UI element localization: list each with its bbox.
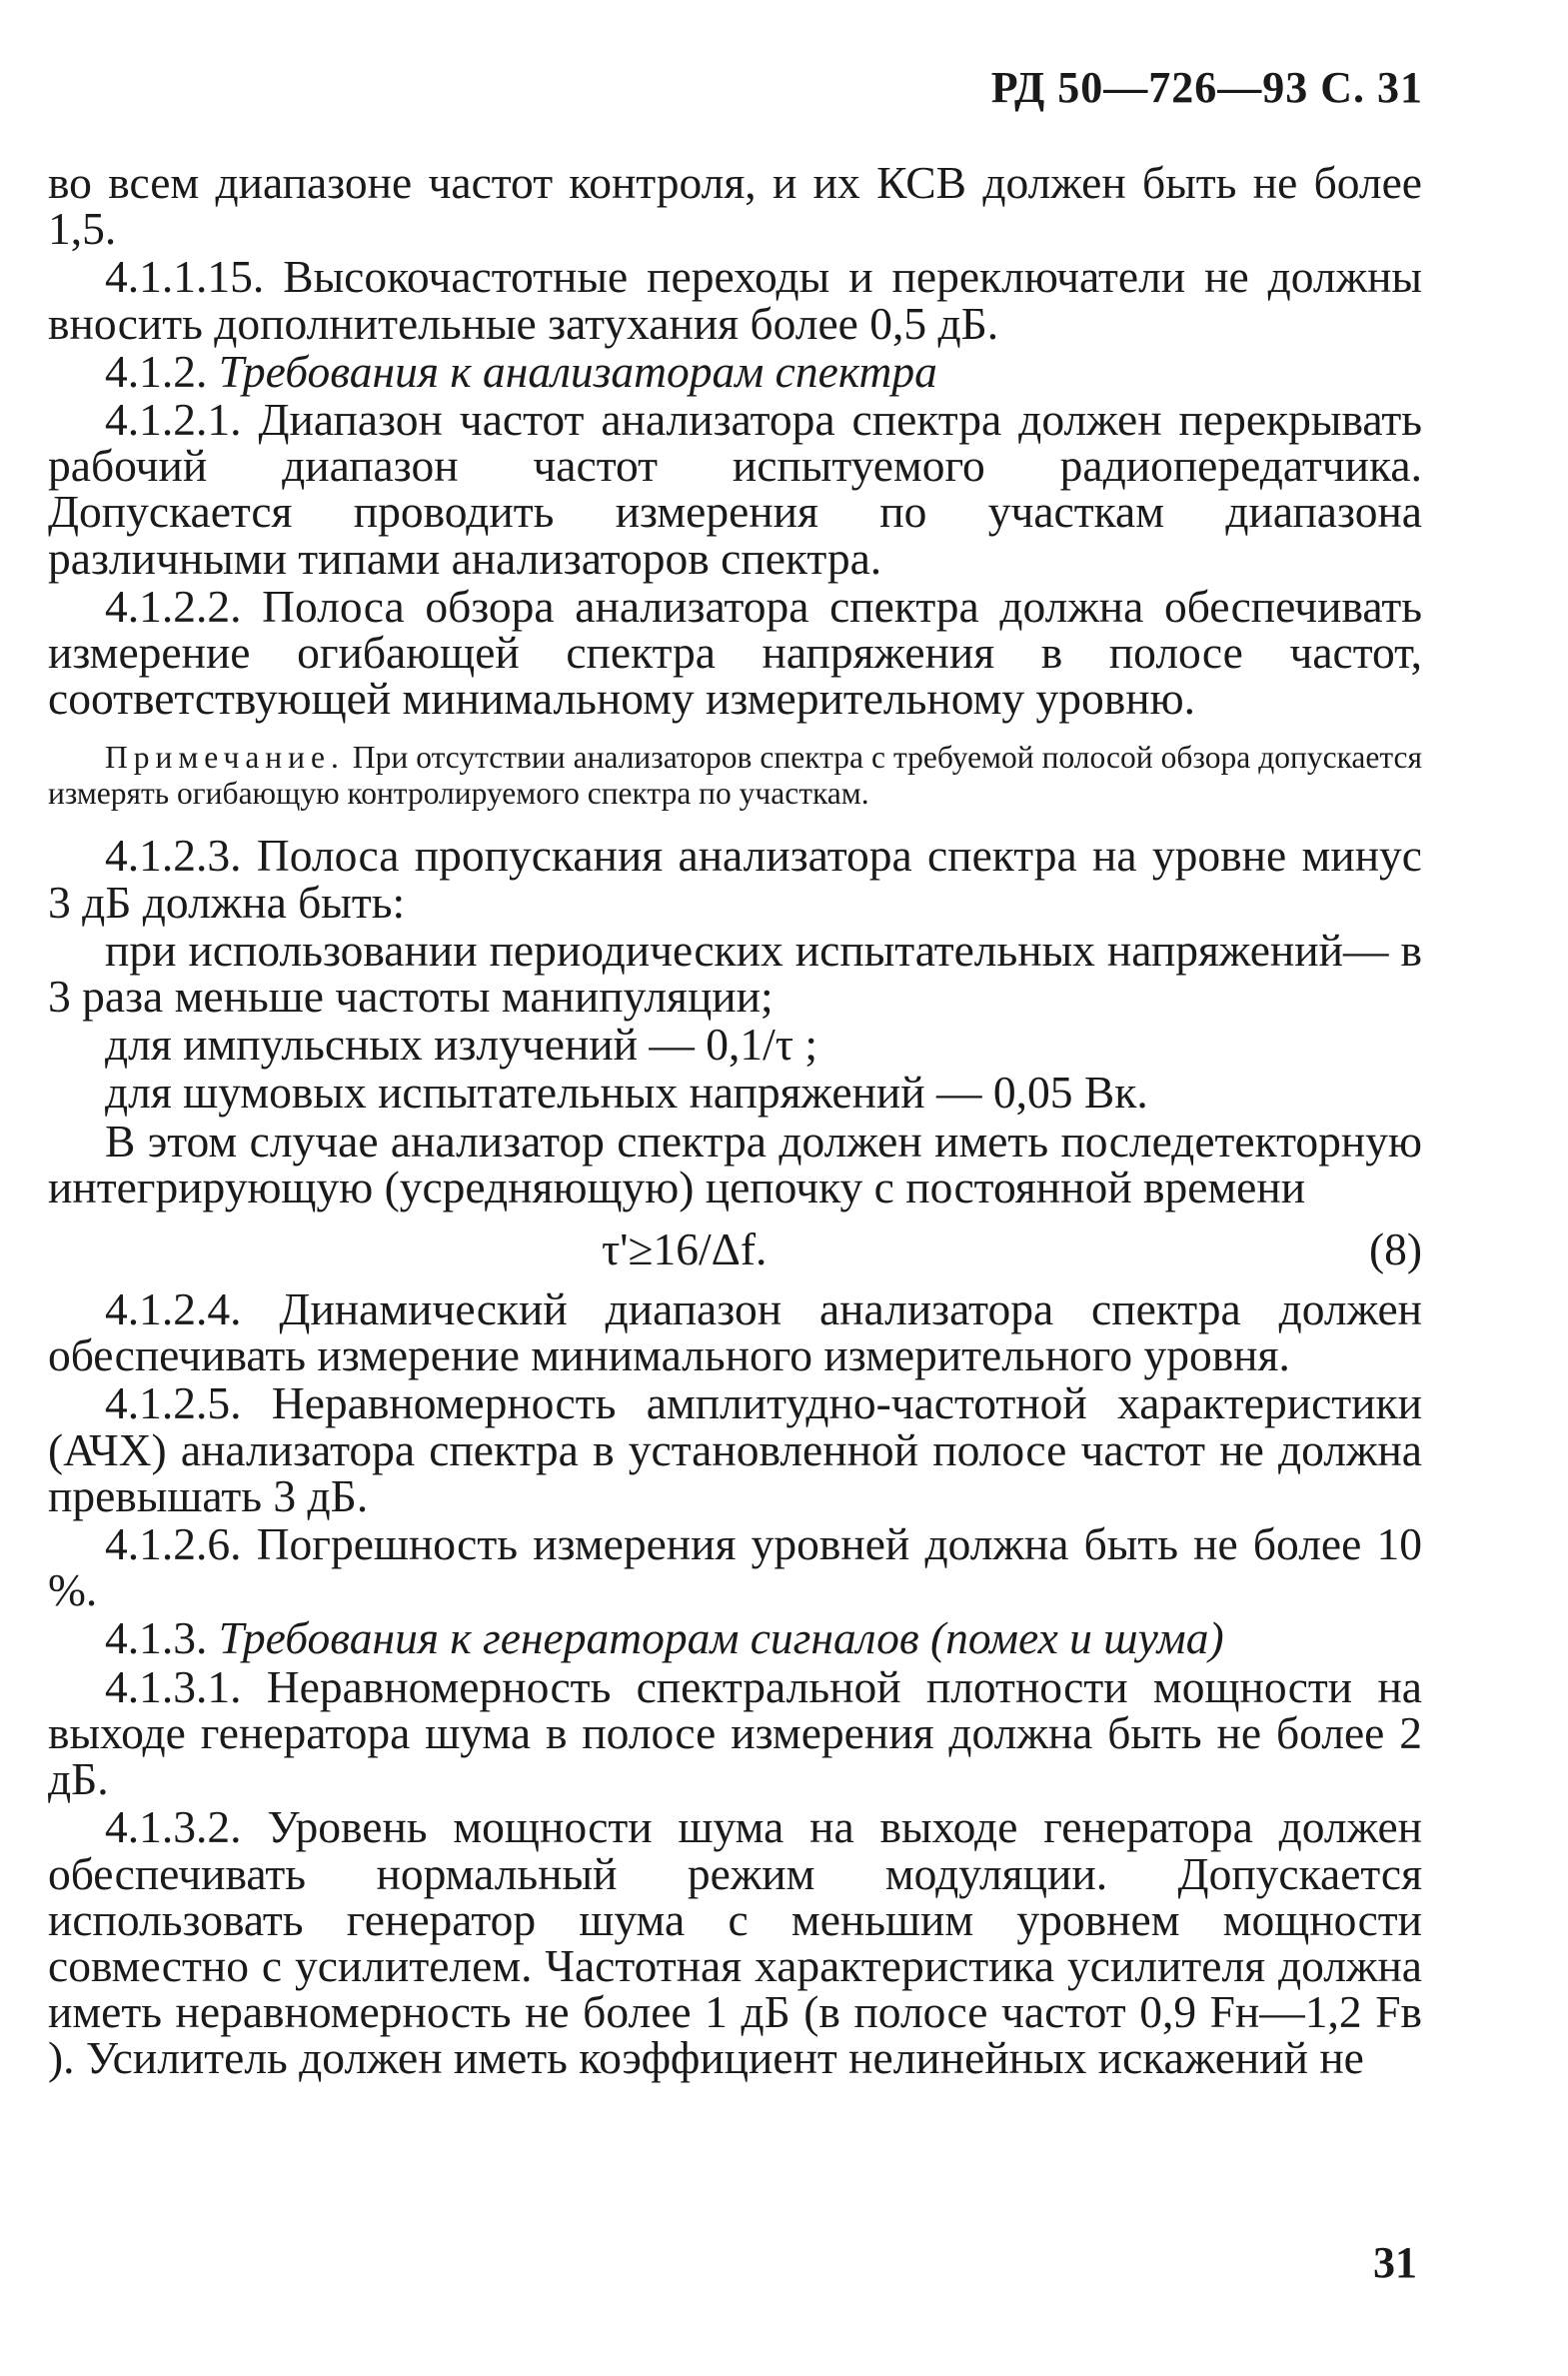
page-body — [48, 157, 1422, 2084]
section-number: 4.1.3. — [105, 1612, 208, 1664]
running-head: РД 50—726—93 С. 31 — [990, 63, 1423, 112]
formula-8 — [48, 1218, 1422, 1280]
list-item-pulse: для импульсных излучений — 0,1/τ ; — [105, 1019, 818, 1071]
formula-expression: τ'≥16/Δf. — [602, 1223, 768, 1275]
paragraph-4-1-2-5: 4.1.2.5. Неравномерность амплитудно-частотной характеристики (АЧХ) анализатора спектра в установленной полосе частот не должна превышать 3 дБ. — [48, 1377, 1422, 1521]
note-text: При отсутствии анализаторов спектра с требуемой полосой обзора допускается измерять огибающую контролируемого спектра по участкам. — [48, 740, 1422, 811]
list-item-noise: для шумовых испытательных напряжений — 0,05 Bк. — [105, 1067, 1148, 1119]
section-number: 4.1.2. — [105, 345, 208, 397]
section-title: Требования к генераторам сигналов (помех и шума) — [218, 1612, 1224, 1664]
section-heading-4-1-2 — [48, 345, 1422, 397]
section-heading-4-1-3 — [48, 1612, 1422, 1664]
list-item-periodic: при использовании периодических испытательных напряжений— в 3 раза меньше частоты манипуляции; — [48, 924, 1422, 1023]
note-label: Примечание. — [105, 740, 345, 776]
page-number: 31 — [1373, 2238, 1417, 2287]
section-title: Требования к анализаторам спектра — [218, 345, 937, 397]
paragraph-4-1-2-1: 4.1.2.1. Диапазон частот анализатора спектра должен перекрывать рабочий диапазон частот испытуемого радиопередатчика. Допускается проводить измерения по участкам диапазона различными типами анализаторов спектра. — [48, 394, 1422, 584]
formula-number: (8) — [1368, 1223, 1422, 1275]
paragraph-4-1-1-15: 4.1.1.15. Высокочастотные переходы и переключатели не должны вносить дополнительные затухания более 0,5 дБ. — [48, 251, 1422, 349]
paragraph-4-1-3-1: 4.1.3.1. Неравномерность спектральной плотности мощности на выходе генератора шума в полосе измерения должна быть не более 2 дБ. — [48, 1660, 1422, 1805]
paragraph-4-1-2-2: 4.1.2.2. Полоса обзора анализатора спектра должна обеспечивать измерение огибающей спектра напряжения в полосе частот, соответствующей минимальному измерительному уровню. — [48, 580, 1422, 725]
paragraph-continuation: во всем диапазоне частот контроля, и их КСВ должен быть не более 1,5. — [48, 157, 1422, 255]
note — [48, 740, 1422, 811]
paragraph-4-1-2-6: 4.1.2.6. Погрешность измерения уровней должна быть не более 10 %. — [48, 1518, 1422, 1616]
paragraph-4-1-3-2: 4.1.3.2. Уровень мощности шума на выходе генератора должен обеспечивать нормальный режим модуляции. Допускается использовать генератор шума с меньшим уровнем мощности совместно с усилителем. Частотная характеристика усилителя должна иметь неравномерность не более 1 дБ (в полосе частот 0,9 Fн—1,2 Fв ). Усилитель должен иметь коэффициент нелинейных искажений не — [48, 1801, 1422, 2084]
paragraph-4-1-2-4: 4.1.2.4. Динамический диапазон анализатора спектра должен обеспечивать измерение минимального измерительного уровня. — [48, 1283, 1422, 1381]
paragraph-time-constant: В этом случае анализатор спектра должен иметь последетекторную интегрирующую (усредняющую) цепочку с постоянной времени — [48, 1115, 1422, 1212]
paragraph-4-1-2-3: 4.1.2.3. Полоса пропускания анализатора спектра на уровне минус 3 дБ должна быть: — [48, 830, 1422, 928]
